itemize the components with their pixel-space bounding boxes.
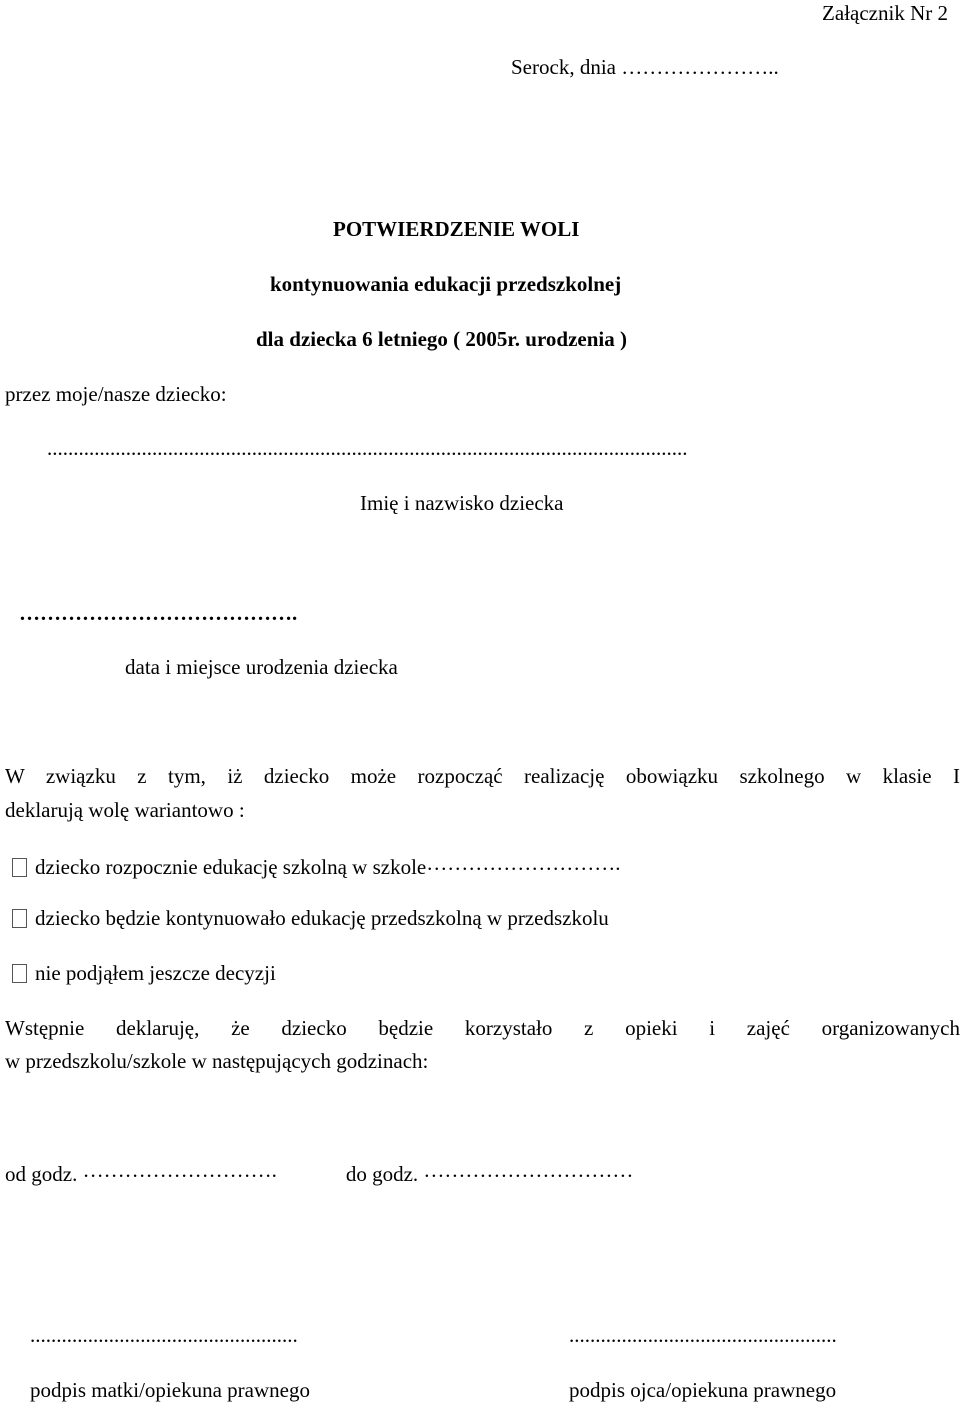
place-date-label: Serock, dnia: [511, 55, 616, 79]
declaration-line-1: W związku z tym, iż dziecko może rozpocząć realizację obowiązku szkolnego w klasie I: [5, 764, 960, 788]
attachment-label: Załącznik Nr 2: [822, 1, 948, 25]
option-continue-preschool-checkbox[interactable]: [12, 909, 27, 928]
document-subtitle: kontynuowania edukacji przedszkolnej: [270, 272, 622, 296]
option-no-decision[interactable]: [12, 963, 276, 984]
option-start-school-checkbox[interactable]: [12, 858, 27, 877]
care-line-1: Wstępnie deklaruję, że dziecko będzie korzystało z opieki i zajęć organizowanych: [5, 1016, 960, 1040]
option-continue-preschool[interactable]: [12, 908, 609, 929]
place-date-field[interactable]: …………………..: [621, 55, 779, 79]
option-start-school-label: dziecko rozpocznie edukację szkolną w szkole: [35, 855, 427, 879]
declaration-line-2: deklarują wolę wariantowo :: [5, 798, 245, 822]
care-from-label: od godz.: [5, 1162, 78, 1186]
place-date-line: [511, 57, 779, 78]
care-to-label: do godz.: [345, 1162, 419, 1186]
care-from-field[interactable]: ……………………….: [82, 1160, 277, 1181]
option-no-decision-label: nie podjąłem jeszcze decyzji: [35, 961, 276, 985]
child-name-field[interactable]: ..........................................................................................................................: [47, 438, 688, 459]
child-birth-label: data i miejsce urodzenia dziecka: [125, 655, 398, 679]
child-intro: przez moje/nasze dziecko:: [5, 382, 227, 406]
document-title: POTWIERDZENIE WOLI: [333, 217, 580, 241]
option-no-decision-checkbox[interactable]: [12, 964, 27, 983]
care-hours-line: [5, 1160, 749, 1185]
mother-signature-field[interactable]: ...................................................: [30, 1325, 298, 1346]
father-signature-field[interactable]: ...................................................: [569, 1325, 837, 1346]
option-start-school[interactable]: [12, 853, 711, 878]
care-to-field[interactable]: …………………………: [423, 1160, 634, 1181]
option-start-school-field[interactable]: ……………………….: [426, 853, 621, 874]
document-subtitle-child-age: dla dziecka 6 letniego ( 2005r. urodzenia ): [256, 327, 627, 351]
father-signature-label: podpis ojca/opiekuna prawnego: [569, 1378, 837, 1402]
option-continue-preschool-label: dziecko będzie kontynuowało edukację przedszkolną w przedszkolu: [35, 906, 609, 930]
child-birth-field[interactable]: ………………………………….: [19, 603, 298, 624]
care-line-2: w przedszkolu/szkole w następujących godzinach:: [5, 1049, 429, 1073]
child-name-label: Imię i nazwisko dziecka: [360, 491, 564, 515]
mother-signature-label: podpis matki/opiekuna prawnego: [30, 1378, 310, 1402]
